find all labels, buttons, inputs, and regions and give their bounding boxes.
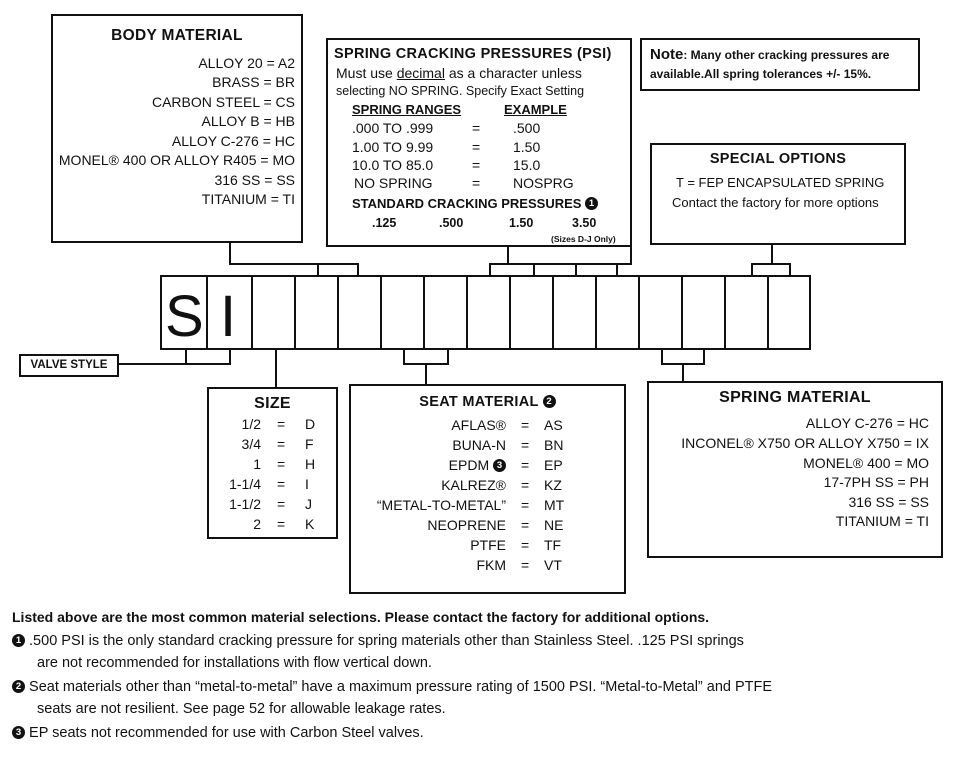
body-material-box: [51, 14, 303, 243]
spring-material-row: INCONEL® X750 OR ALLOY X750 = IX: [681, 435, 929, 451]
range-example: NOSPRG: [513, 175, 574, 191]
spring-cracking-instruction-2: selecting NO SPRING. Specify Exact Setting: [336, 84, 585, 98]
body-material-row: TITANIUM = TI: [201, 191, 295, 207]
spring-material-row: 316 SS = SS: [848, 494, 929, 510]
range-eq: =: [472, 120, 481, 136]
spring-material-row: MONEL® 400 = MO: [803, 455, 929, 471]
spring-material-row: ALLOY C-276 = HC: [805, 415, 929, 431]
footnotes-header: Listed above are the most common material selections. Please contact the factory for additional options.: [12, 609, 710, 625]
code-cell: [425, 275, 468, 350]
seat-eq: =: [521, 557, 530, 573]
footnote-marker-3: 3: [493, 459, 506, 472]
seat-code: TF: [544, 537, 562, 553]
size-eq: =: [277, 476, 286, 492]
size-value: 1: [253, 456, 261, 472]
body-material-row: ALLOY B = HB: [201, 113, 295, 129]
body-material-row: CARBON STEEL = CS: [151, 94, 295, 110]
code-cell: [253, 275, 296, 350]
body-material-row: BRASS = BR: [212, 74, 295, 90]
spring-cracking-instruction: Must use decimal as a character unless: [336, 65, 582, 81]
body-material-row: MONEL® 400 OR ALLOY R405 = MO: [58, 152, 295, 168]
spring-cracking-box: [326, 38, 632, 247]
standard-value: .500: [439, 216, 464, 230]
code-cell: [683, 275, 726, 350]
standard-cracking-title: STANDARD CRACKING PRESSURES 1: [352, 196, 598, 211]
spring-cracking-title: SPRING CRACKING PRESSURES (PSI): [334, 46, 612, 62]
seat-eq: =: [521, 537, 530, 553]
body-material-row: 316 SS = SS: [214, 172, 295, 188]
footnote-2-continued: seats are not resilient. See page 52 for allowable leakage rates.: [37, 701, 446, 717]
code-cell: [296, 275, 339, 350]
size-code: I: [305, 476, 309, 492]
size-eq: =: [277, 436, 286, 452]
seat-name: FKM: [476, 557, 506, 573]
special-options-contact: Contact the factory for more options: [672, 195, 879, 210]
code-cell: [597, 275, 640, 350]
size-eq: =: [277, 496, 286, 512]
seat-code: NE: [544, 517, 564, 533]
range-row: NO SPRING: [354, 175, 433, 191]
seat-eq: =: [521, 497, 530, 513]
spring-material-title: SPRING MATERIAL: [719, 389, 871, 406]
special-option-row: T = FEP ENCAPSULATED SPRING: [676, 175, 885, 190]
special-options-box: [650, 143, 906, 245]
size-value: 1/2: [241, 416, 261, 432]
size-title: SIZE: [254, 395, 291, 412]
footnote-1: 1 .500 PSI is the only standard cracking pressure for spring materials other than Stainless Steel. .125 PSI springs: [12, 633, 744, 649]
code-char-s: S: [165, 284, 204, 349]
standard-value: 3.50: [572, 216, 597, 230]
footnote-3-marker: 3: [12, 726, 25, 739]
code-char-i: I: [220, 284, 237, 349]
code-cell: [382, 275, 425, 350]
seat-name: PTFE: [470, 537, 506, 553]
seat-name: “METAL-TO-METAL”: [376, 497, 506, 513]
code-cell: [468, 275, 511, 350]
seat-material-title: SEAT MATERIAL 2: [351, 394, 624, 410]
body-material-row: ALLOY C-276 = HC: [171, 133, 295, 149]
size-eq: =: [277, 456, 286, 472]
range-eq: =: [472, 157, 481, 173]
seat-eq: =: [521, 477, 530, 493]
range-row: .000 TO .999: [352, 120, 434, 136]
note-text: Note: Many other cracking pressures are: [650, 46, 890, 63]
seat-code: EP: [544, 457, 563, 473]
code-cell: [640, 275, 683, 350]
size-value: 3/4: [241, 436, 261, 452]
seat-material-box: [349, 384, 626, 594]
spring-material-row: TITANIUM = TI: [835, 513, 929, 529]
footnote-2: 2 Seat materials other than “metal-to-metal” have a maximum pressure rating of 1500 PSI. “Metal-to-Metal” and PTFE: [12, 679, 772, 695]
code-cell: [511, 275, 554, 350]
range-example: 1.50: [513, 139, 541, 155]
body-material-title: BODY MATERIAL: [111, 27, 243, 44]
footnote-1-continued: are not recommended for installations with flow vertical down.: [37, 655, 432, 671]
seat-name: BUNA-N: [452, 437, 506, 453]
spring-material-row: 17-7PH SS = PH: [823, 474, 929, 490]
seat-code: KZ: [544, 477, 562, 493]
range-example: 15.0: [513, 157, 541, 173]
valve-style-label: VALVE STYLE: [30, 359, 108, 371]
footnote-marker-1: 1: [585, 197, 598, 210]
code-cell: [554, 275, 597, 350]
size-eq: =: [277, 416, 286, 432]
range-row: 10.0 TO 85.0: [352, 157, 434, 173]
spring-material-box: [647, 381, 943, 558]
size-value: 2: [253, 516, 261, 532]
size-code: H: [305, 456, 316, 472]
code-cell: [339, 275, 382, 350]
size-box: [207, 387, 338, 539]
range-eq: =: [472, 175, 481, 191]
note-text-2: available.All spring tolerances +/- 15%.: [650, 67, 872, 81]
valve-style-label-box: [19, 354, 119, 377]
size-code: J: [305, 496, 312, 512]
example-header: EXAMPLE: [504, 102, 567, 117]
special-options-title: SPECIAL OPTIONS: [709, 151, 847, 167]
size-code: D: [305, 416, 316, 432]
standard-value: .125: [372, 216, 397, 230]
size-eq: =: [277, 516, 286, 532]
footnote-1-marker: 1: [12, 634, 25, 647]
seat-code: VT: [544, 557, 562, 573]
seat-eq: =: [521, 437, 530, 453]
seat-eq: =: [521, 417, 530, 433]
size-value: 1-1/2: [229, 496, 261, 512]
standard-value: 1.50: [509, 216, 534, 230]
seat-name: KALREZ®: [441, 477, 506, 493]
seat-code: AS: [544, 417, 563, 433]
body-material-row: ALLOY 20 = A2: [198, 55, 295, 71]
seat-eq: =: [521, 517, 530, 533]
range-eq: =: [472, 139, 481, 155]
sizes-note: (Sizes D-J Only): [551, 234, 616, 244]
footnote-2-marker: 2: [12, 680, 25, 693]
spring-ranges-header: SPRING RANGES: [352, 102, 462, 117]
seat-name: AFLAS®: [451, 417, 506, 433]
size-code: F: [305, 436, 314, 452]
note-box: [640, 38, 920, 91]
seat-eq: =: [521, 457, 530, 473]
size-value: 1-1/4: [229, 476, 261, 492]
footnote-3: 3 EP seats not recommended for use with Carbon Steel valves.: [12, 725, 424, 741]
range-row: 1.00 TO 9.99: [352, 139, 434, 155]
code-cell: [726, 275, 769, 350]
range-example: .500: [513, 120, 541, 136]
seat-code: BN: [544, 437, 564, 453]
seat-name-epdm: EPDM 3: [449, 457, 506, 473]
footnote-marker-2: 2: [543, 395, 556, 408]
size-code: K: [305, 516, 315, 532]
seat-name: NEOPRENE: [427, 517, 506, 533]
seat-code: MT: [544, 497, 565, 513]
